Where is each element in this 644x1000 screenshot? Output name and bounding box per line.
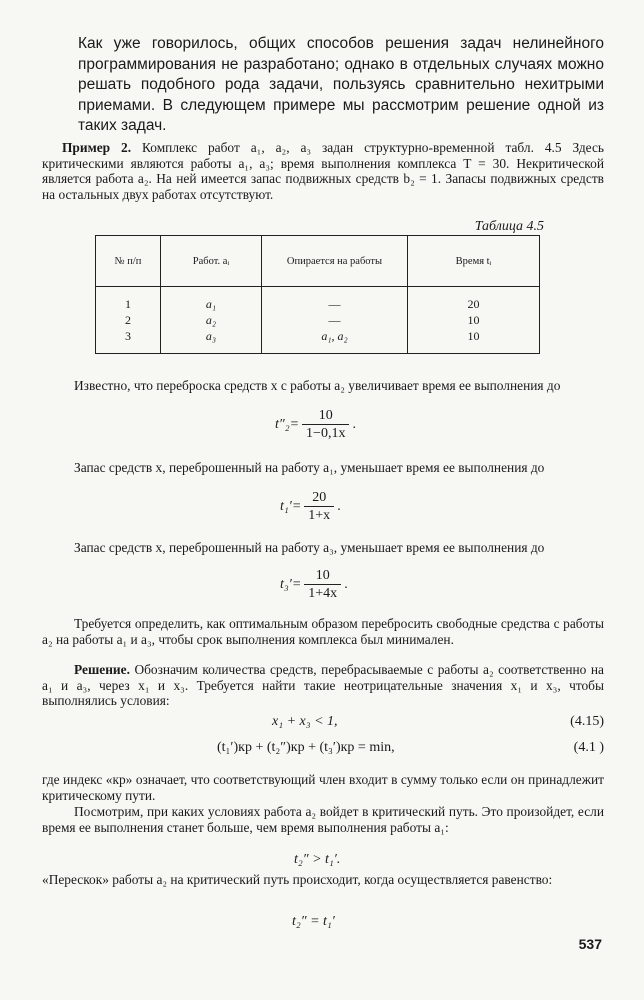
intro-paragraph: Как уже говорилось, общих способов решения задач нелинейного программирования не разработано; однако в отдельных случаях можно решать подобного рода задачи, пользуясь сравнительно нехитрыми приемами. В следующем примере мы рассмотрим решение одной из таких задач. (78, 35, 604, 134)
paragraph-5: где индекс «кр» означает, что соответствующий член входит в сумму только если он принадлежит критическому пути. (42, 772, 604, 803)
cell-deps: — — a₁, a₂ (262, 287, 408, 354)
paragraph-1: Известно, что переброска средств x с работы a₂ увеличивает время ее выполнения до (74, 378, 561, 393)
solution-paragraph (42, 662, 604, 709)
equation-3: t₃′= $\frac{10}{1+4x}$ . (280, 568, 348, 601)
paragraph-3: Запас средств x, переброшенный на работу a₃, уменьшает время ее выполнения до (74, 540, 545, 555)
paragraph-2: Запас средств x, переброшенный на работу a₁, уменьшает время ее выполнения до (74, 460, 545, 475)
header-work: Работ. aᵢ (161, 236, 262, 287)
cell-num: 1 2 3 (96, 287, 161, 354)
table-caption: Таблица 4.5 (474, 219, 544, 234)
cell-work: a₁ a₂ a₃ (161, 287, 262, 354)
paragraph-6: Посмотрим, при каких условиях работа a₂ войдет в критический путь. Это произойдет, если время ее выполнения станет больше, чем время выполнения работы a₁: (42, 804, 604, 835)
paragraph-7: «Перескок» работы a₂ на критический путь происходит, когда осуществляется равенство: (42, 872, 553, 887)
example-paragraph (42, 140, 604, 202)
example-text: Комплекс работ a₁, a₂, a₃ задан структурно-временной табл. 4.5 Здесь критическими являются работы a₁, a₃; время выполнения комплекса T = 30. Некритической является работа a₂. На ней имеется запас подвижных средств b₂ = 1. Запасы подвижных средств на остальных двух работах отсутствуют. (42, 140, 605, 202)
equation-2: t₁′= $\frac{20}{1+x}$ . (280, 490, 341, 523)
header-deps: Опирается на работы (262, 236, 408, 287)
example-lead: Пример 2. (62, 140, 132, 155)
solution-lead: Решение. (74, 662, 130, 677)
table-header-row (96, 236, 540, 287)
table-body-row (96, 287, 540, 354)
paragraph-4: Требуется определить, как оптимальным образом перебросить свободные средства с работы a₂ на работы a₁ и a₃, чтобы срок выполнения комплекса был минимален. (42, 616, 604, 647)
equation-1: t″₂= $\frac{10}{1-0,1x}$ . (275, 408, 356, 441)
cell-time: 20 10 10 (408, 287, 540, 354)
header-time: Время tᵢ (408, 236, 540, 287)
page-number: 537 (578, 936, 602, 952)
book-page: Как уже говорилось, общих способов решения задач нелинейного программирования не разработано; однако в отдельных случаях можно решать подобного рода задачи, пользуясь сравнительно нехитрыми приемами. В следующем примере мы рассмотрим решение одной из таких задач. Пример 2. Комплекс работ a₁, a₂, a₃ задан структурно-временной табл. 4.5 Здесь критическими являются работы a₁, a₃; время выполнения комплекса T = 30. Некритической является работа a₂. На ней имеется запас подвижных средств b₂ = 1. Запасы подвижных средств на остальных двух работах отсутствуют. Таблица 4.5 № п/п Работ. aᵢ Опирается на работы Время tᵢ 1 2 3 a₁ a₂ a₃ — — a₁, a₂ 20 10 10 Известно, что переброска средств x с работы a₂ увеличивает время ее выполнения до t″₂= $\frac{10}{1-0,1x}$ . Запас средств x, переброшенный на работу a₁, уменьшает время ее выполнения до t₁′= $\frac{20}{1+x}$ . Запас средств x, переброшенный на работу a₃, уменьшает время ее выполнения до t₃′= $\frac{10}{1+4x}$ . Требуется определить, как оптимальным образом перебросить свободные средства с работы a₂ на работы a₁ и a₃, чтобы срок выполнения комплекса был минимален. Решение. Обозначим количества средств, перебрасываемые с работы a₂ соответственно на a₁ и a₃, через x₁ и x₃. Требуется найти такие неотрицательные значения x₁ и x₃, чтобы выполнялись условия: x₁ + x₃ < 1, (4.15) (t₁′)кр + (t₂″)кр + (t₃′)кр = min, (4.1 ) где индекс «кр» означает, что соответствующий член входит в сумму только если он принадлежит критическому пути. Посмотрим, при каких условиях работа a₂ войдет в критический путь. Это произойдет, если время ее выполнения станет больше, чем время выполнения работы a₁: t₂″ > t₁′. «Перескок» работы a₂ на критический путь происходит, когда осуществляется равенство: t₂″ = t₁′ 537 (42, 35, 605, 952)
solution-text: Обозначим количества средств, перебрасываемые с работы a₂ соответственно на a₁ и a₃, через x₁ и x₃. Требуется найти такие неотрицательные значения x₁ и x₃, чтобы выполнялись условия: (42, 662, 604, 709)
data-table (95, 235, 540, 354)
header-num: № п/п (96, 236, 161, 287)
